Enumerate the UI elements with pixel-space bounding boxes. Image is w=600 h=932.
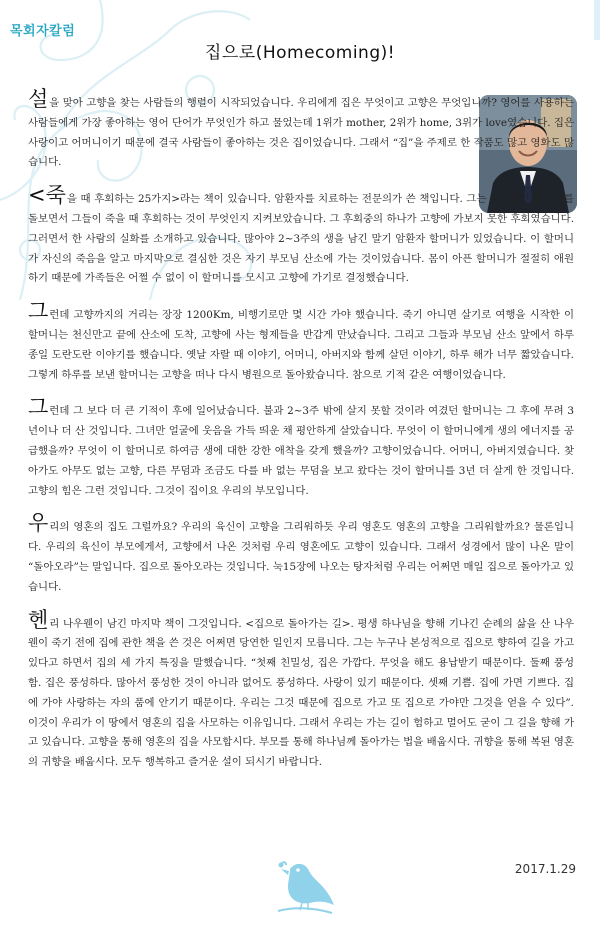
paragraph-text: 을 때 후회하는 25가지>라는 책이 있습니다. 암환자를 치료하는 전문의가 쓴 책입니다. 그는 오랫동안 암환자를 돌보면서 그들이 죽을 때 후회하는 것이 무엇인지 지켜보았습니다. 그 후회중의 하나가 고향에 가보지 못한 후회였습니다. 그러면서 한 사람의 실화를 소개하고 있습니다. 많아야 2~3주의 생을 남긴 말기 암환자 할머니가 있었습니다. 이 할머니가 자신의 죽음을 알고 마지막으로 결심한 것은 자기 부모님 산소에 가는 것이었습니다. 몸이 아픈 할머니가 절절히 애원하기 때문에 가족들은 어쩔 수 없이 이 할머니를 모시고 고향에 가기로 결정했습니다. bbox=[28, 193, 574, 285]
drop-cap: <죽 bbox=[28, 183, 66, 208]
drop-cap: 설 bbox=[28, 87, 49, 111]
paragraph-text: 런데 그 보다 더 큰 기적이 후에 일어났습니다. 불과 2~3주 밖에 살지 못할 것이라 여겼던 할머니는 그 후에 무려 3년이나 더 산 것입니다. 그녀만 얼굴에 웃음을 가득 띄운 채 평안하게 살았습니다. 무엇이 이 할머니에게 생의 에너지를 공급했을까? 무엇이 이 할머니로 하여금 생에 대한 강한 애착을 갖게 했을까? 고향이었습니다. 어머니, 아버지였습니다. 찾아가도 아무도 없는 고향, 다른 무덤과 조금도 다를 바 없는 무덤을 보고 왔다는 것이 할머니를 3년 더 살게 한 것입니다. 고향의 힘은 그런 것입니다. 그것이 집이요 우리의 부모입니다. bbox=[28, 405, 574, 497]
paragraph bbox=[28, 511, 574, 597]
drop-cap: 그 bbox=[28, 299, 49, 324]
page-edge-tab bbox=[594, 0, 600, 40]
column-date: 2017.1.29 bbox=[514, 862, 576, 876]
paragraph bbox=[28, 87, 574, 173]
paragraph bbox=[28, 607, 574, 773]
bird-icon bbox=[272, 855, 342, 917]
paragraph bbox=[28, 395, 574, 501]
column-body bbox=[28, 87, 574, 788]
paragraph-text: 런데 고향까지의 거리는 장장 1200Km, 비행기로만 몇 시간 가야 했습니다. 죽기 아니면 살기로 여행을 시작한 이 할머니는 천신만고 끝에 산소에 도착, 고향에 사는 형제들을 반갑게 만났습니다. 그리고 그들과 부모님 산소 앞에서 하루 종일 도란도란 이야기를 했습니다. 옛날 자랄 때 이야기, 어머니, 아버지와 함께 살던 이야기, 하루 해가 너무 짧았습니다. 그렇게 하루를 보낸 할머니는 고향을 떠나 다시 병원으로 돌아왔습니다. 참으로 기적 같은 여행이었습니다. bbox=[28, 309, 574, 381]
drop-cap: 헨 bbox=[28, 607, 49, 632]
paragraph-text: 리의 영혼의 집도 그럴까요? 우리의 육신이 고향을 그리워하듯 우리 영혼도 영혼의 고향을 그리워할까요? 물론입니다. 우리의 육신이 부모에게서, 고향에서 나온 것처럼 우리 영혼에도 고향이 있습니다. 그래서 성경에서 많이 나온 말이 “돌아오라”는 말입니다. 집으로 돌아오라는 것입니다. 눅15장에 나오는 탕자처럼 우리는 어쩌면 매일 집으로 돌아가고 있습니다. bbox=[28, 521, 574, 593]
page-title: 집으로(Homecoming)! bbox=[204, 43, 396, 63]
drop-cap: 그 bbox=[28, 395, 49, 420]
drop-cap: 우 bbox=[28, 511, 49, 536]
section-tag: 목회자칼럼 bbox=[10, 24, 76, 39]
paragraph bbox=[28, 183, 574, 289]
paragraph-text: 을 맞아 고향을 찾는 사람들의 행렬이 시작되었습니다. 우리에게 집은 무엇이고 고향은 무엇입니까? 영어를 사용하는 사람들에게 가장 좋아하는 영어 단어가 무엇인가 하고 물었는데 1위가 mother, 2위가 home, 3위가 love였습니다. 집은 사랑이고 어머니이기 때문에 결국 사람들이 좋아하는 것은 집이었습니다. 그래서 “집”을 주제로 한 작품도 많고 영화도 많습니다. bbox=[28, 97, 574, 169]
paragraph-text: 리 나우웬이 남긴 마지막 책이 그것입니다. <집으로 돌아가는 길>. 평생 하나님을 향해 기나긴 순례의 삶을 산 나우웬이 죽기 전에 집에 관한 책을 쓴 것은 어쩌면 당연한 일인지 모릅니다. 그는 누구나 본성적으로 집으로 향하여 길을 가고 있다고 하면서 집의 세 가지 특징을 말했습니다. “첫째 친밀성, 집은 가깝다. 무엇을 해도 용납받기 때문이다. 둘째 풍성함. 집은 풍성하다. 많아서 풍성한 것이 아니라 없어도 풍성하다. 사랑이 있기 때문이다. 셋째 기쁨. 집에 가면 기쁘다. 집에 가야 사랑하는 자의 품에 안기기 때문이다. 우리는 그것 때문에 집으로 가고 또 집으로 가야만 그것을 얻을 수 있다”. 이것이 우리가 이 땅에서 영혼의 집을 사모하는 이유입니다. 그래서 우리는 가는 길이 험하고 멀어도 굳이 그 길을 향해 가고 있습니다. 고향을 통해 영혼의 집을 사모합시다. 부모를 통해 하나님께 돌아가는 법을 배웁시다. 귀향을 통해 복된 영혼의 귀향을 배웁시다. 모두 행복하고 즐거운 설이 되시기 바랍니다. bbox=[28, 617, 574, 769]
paragraph bbox=[28, 299, 574, 385]
